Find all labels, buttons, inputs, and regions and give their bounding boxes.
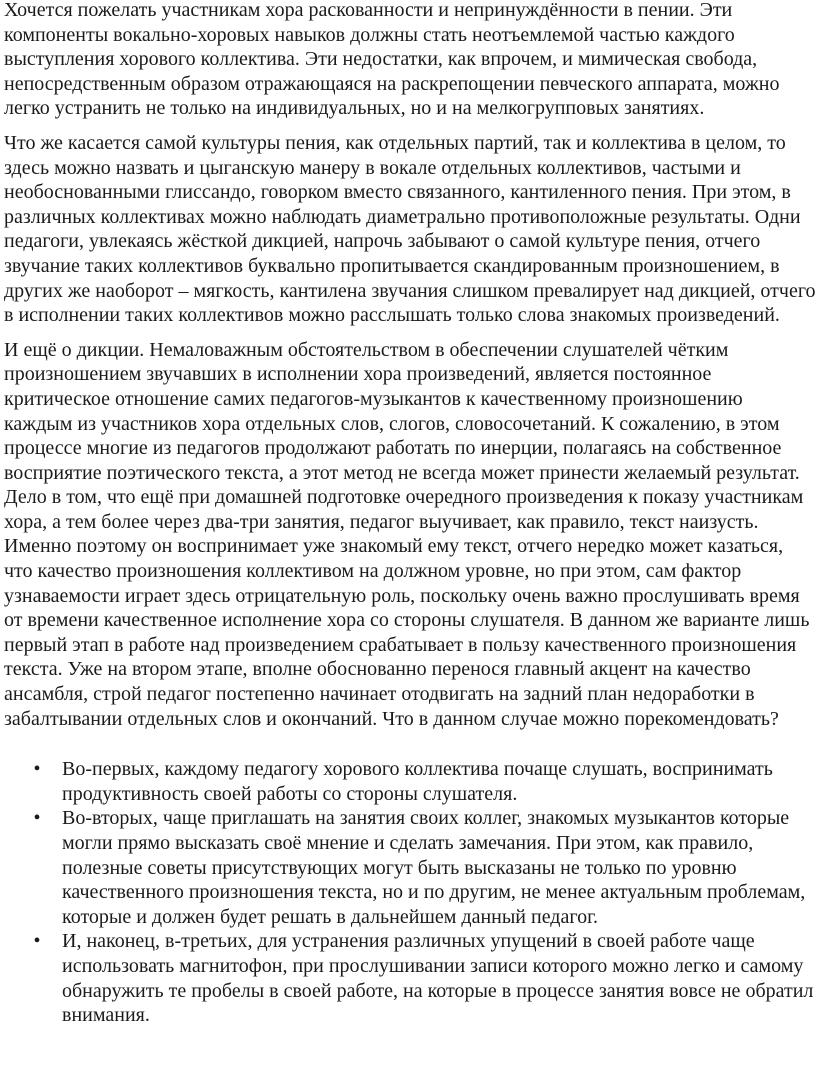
list-item (33, 757, 816, 806)
paragraph-intro: Хочется пожелать участникам хора раскованности и непринуждённости в пении. Эти компоненты вокально-хоровых навыков должны стать неотъемлемой частью каждого выступления хорового коллектива. Эти недостатки, как впрочем, и мимическая свобода, непосредственным образом отражающаяся на раскрепощении певческого аппарата, можно легко устранить не только на индивидуальных, но и на мелкогрупповых занятиях. (4, 0, 780, 120)
list-item-text: Во-вторых, чаще приглашать на занятия своих коллег, знакомых музыкантов которые могли прямо высказать своё мнение и сделать замечания. При этом, как правило, полезные советы присутствующих могут быть высказаны не только по уровню качественного произношения текста, но и по другим, не менее актуальным проблемам, которые и должен будет решать в дальнейшем данный педагог. (62, 807, 806, 928)
list-item-text: Во-первых, каждому педагогу хорового коллектива почаще слушать, воспринимать продуктивность своей работы со стороны слушателя. (62, 758, 773, 805)
list-item (33, 929, 816, 1027)
paragraph-singing-culture: Что же касается самой культуры пения, как отдельных партий, так и коллектива в целом, то здесь можно назвать и цыганскую манеру в вокале отдельных коллективов, частыми и необоснованными глиссандо, говорком вместо связанного, кантиленного пения. При этом, в различных коллективах можно наблюдать диаметрально противоположные результаты. Одни педагоги, увлекаясь жёсткой дикцией, напрочь забывают о самой культуре пения, отчего звучание таких коллективов буквально пропитывается скандированным произношением, в других же наоборот – мягкость, кантилена звучания слишком превалирует над дикцией, отчего в исполнении таких коллективов можно расслышать только слова знакомых произведений. (4, 131, 816, 327)
bullet-icon: • (33, 930, 41, 953)
paragraph-diction: И ещё о дикции. Немаловажным обстоятельством в обеспечении слушателей чётким произношением звучавших в исполнении хора произведений, является постоянное критическое отношение самих педагогов-музыкантов к качественному произношению каждым из участников хора отдельных слов, слогов, словосочетаний. К сожалению, в этом процессе многие из педагогов продолжают работать по инерции, полагаясь на собственное восприятие поэтического текста, а этот метод не всегда может принести желаемый результат. Дело в том, что ещё при домашней подготовке очередного произведения к показу участникам хора, а тем более через два-три занятия, педагог выучивает, как правило, текст наизусть. Именно поэтому он воспринимает уже знакомый ему текст, отчего нередко может казаться, что качество произношения коллективом на должном уровне, но при этом, сам фактор узнаваемости играет здесь отрицательную роль, поскольку очень важно прослушивать время от времени качественное исполнение хора со стороны слушателя. В данном же варианте лишь первый этап в работе над произведением срабатывает в пользу качественного произношения текста. Уже на втором этапе, вполне обоснованно перенося главный акцент на качество ансамбля, строй педагог постепенно начинает отодвигать на задний план недоработки в забалтывании отдельных слов и окончаний. Что в данном случае можно порекомендовать? (4, 338, 810, 730)
list-item (33, 806, 816, 929)
list-item-text: И, наконец, в-третьих, для устранения различных упущений в своей работе чаще использовать магнитофон, при прослушивании записи которого можно легко и самому обнаружить те пробелы в своей работе, на которые в процессе занятия вовсе не обратил внимания. (62, 930, 814, 1027)
bullet-icon: • (33, 758, 41, 781)
recommendations-list (4, 757, 816, 1028)
bullet-icon: • (33, 807, 41, 830)
